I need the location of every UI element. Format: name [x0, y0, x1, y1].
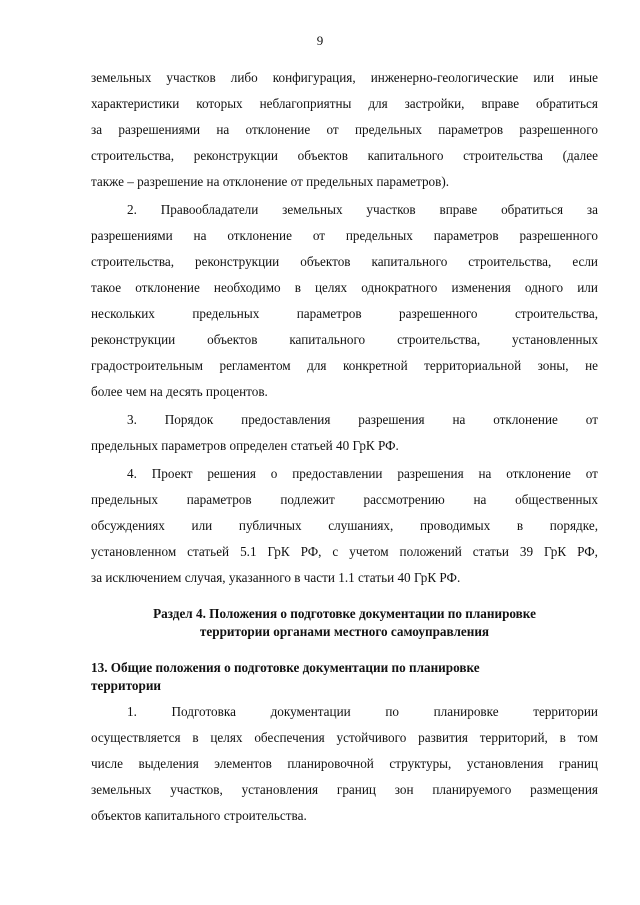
body-text-line: за разрешениями на отклонение от предельных параметров разрешенного	[91, 122, 598, 137]
body-text-line: предельных параметров определен статьей 40 ГрК РФ.	[91, 438, 399, 453]
body-text-line: за исключением случая, указанного в части 1.1 статьи 40 ГрК РФ.	[91, 570, 461, 585]
body-text-line: градостроительным регламентом для конкретной территориальной зоны, не	[91, 358, 598, 373]
body-text-line: более чем на десять процентов.	[91, 384, 268, 399]
body-text-line: разрешениями на отклонение от предельных параметров разрешенного	[91, 228, 598, 243]
body-text-line: земельных участков, установления границ зон планируемого размещения	[91, 782, 598, 797]
subsection-heading-line-1: 13. Общие положения о подготовке документации по планировке	[91, 660, 480, 675]
body-text-line: также – разрешение на отклонение от предельных параметров).	[91, 174, 450, 189]
body-text-line: установленном статьей 5.1 ГрК РФ, с учетом положений статьи 39 ГрК РФ,	[91, 544, 598, 559]
page-number: 9	[316, 33, 324, 48]
body-text-line: осуществляется в целях обеспечения устойчивого развития территорий, в том	[91, 730, 598, 745]
body-text-line: характеристики которых неблагоприятны для застройки, вправе обратиться	[91, 96, 598, 111]
body-text-line: нескольких предельных параметров разрешенного строительства,	[91, 306, 598, 321]
section-heading-line-2: территории органами местного самоуправления	[199, 624, 490, 639]
subsection-heading-line-2: территории	[91, 678, 162, 693]
body-text-line: строительства, реконструкции объектов капитального строительства, если	[91, 254, 598, 269]
paragraph-2-start: 2. Правообладатели земельных участков вправе обратиться за	[127, 202, 598, 217]
body-text-line: обсуждениях или публичных слушаниях, проводимых в порядке,	[91, 518, 598, 533]
body-text-line: реконструкции объектов капитального строительства, установленных	[91, 332, 598, 347]
body-text-line: числе выделения элементов планировочной структуры, установления границ	[91, 756, 598, 771]
body-text-line: земельных участков либо конфигурация, инженерно-геологические или иные	[91, 70, 598, 85]
paragraph-4-start: 4. Проект решения о предоставлении разрешения на отклонение от	[127, 466, 598, 481]
paragraph-3-start: 3. Порядок предоставления разрешения на отклонение от	[127, 412, 598, 427]
body-text-line: строительства, реконструкции объектов капитального строительства (далее	[91, 148, 598, 163]
body-text-line: объектов капитального строительства.	[91, 808, 307, 823]
body-text-line: предельных параметров подлежит рассмотрению на общественных	[91, 492, 598, 507]
body-text-line: такое отклонение необходимо в целях однократного изменения одного или	[91, 280, 598, 295]
section-heading-line-1: Раздел 4. Положения о подготовке документации по планировке	[153, 606, 536, 621]
paragraph-13-1-start: 1. Подготовка документации по планировке территории	[127, 704, 598, 719]
